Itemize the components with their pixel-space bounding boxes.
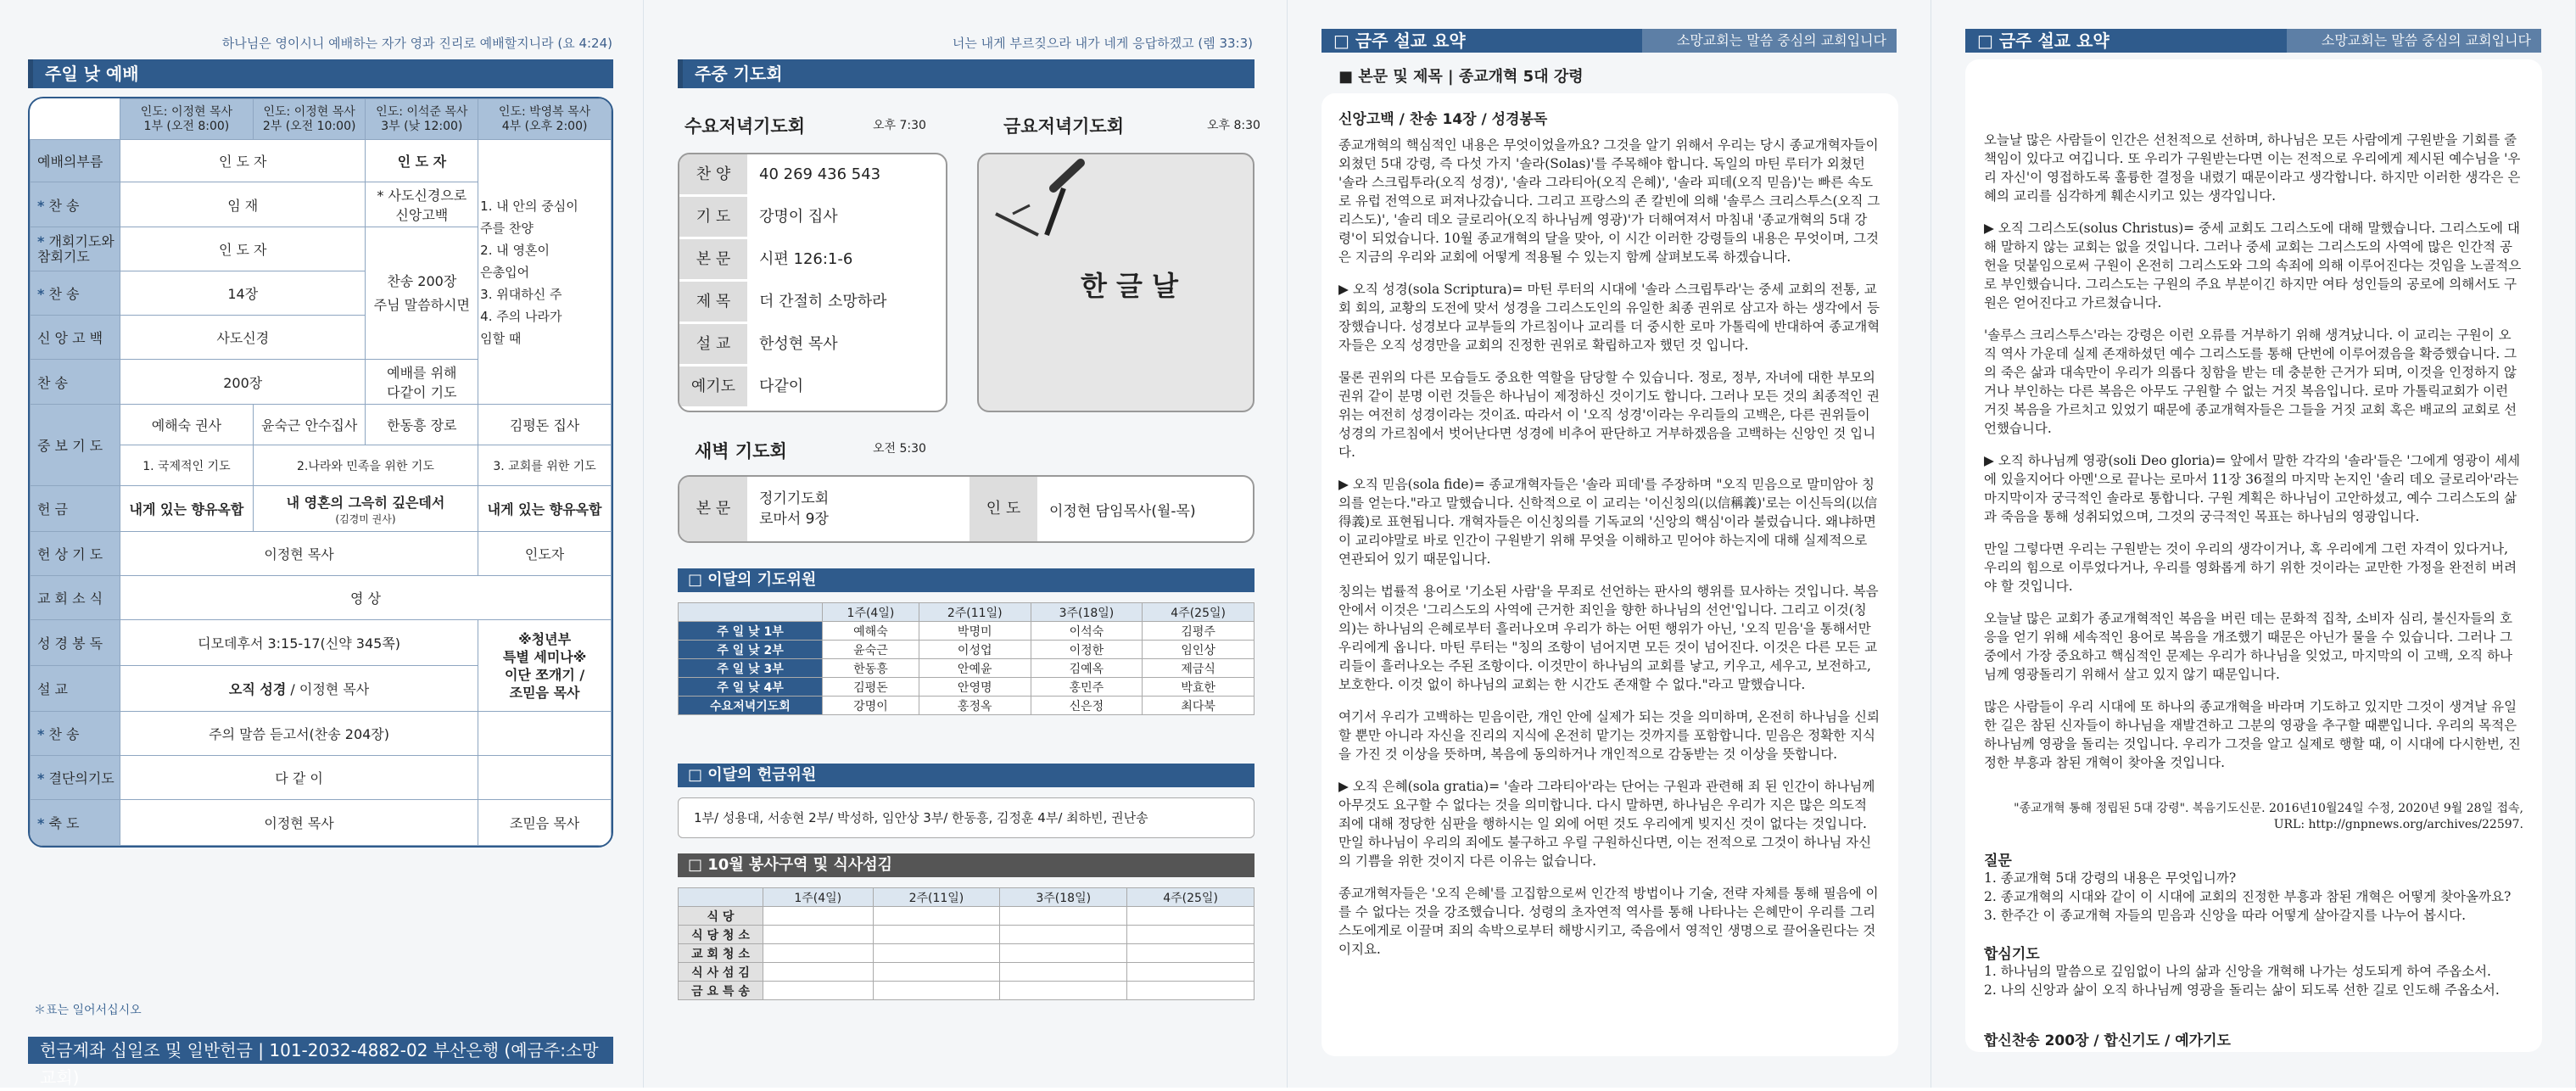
- seminar-notice: ※청년부 특별 세미나※ 이단 쪼개기 / 조믿음 목사: [478, 620, 612, 712]
- row-value: 인도자: [478, 532, 612, 576]
- row-label: 성 경 봉 독: [31, 620, 120, 666]
- table-row: [679, 659, 1254, 678]
- dawn-title: 새벽 기도회: [695, 441, 787, 462]
- row-value: 영 상: [120, 576, 612, 620]
- summary-title: □ 금주 설교 요약: [1965, 29, 2305, 53]
- prayer-list: [1984, 962, 2527, 999]
- intercessor: 김평돈 집사: [478, 405, 612, 445]
- wed-item-value: 다같이: [759, 378, 804, 395]
- service-table: [678, 887, 1254, 1000]
- row-label: 식 사 섬 김: [679, 963, 763, 982]
- row-value: 인 도 자: [120, 227, 366, 271]
- dawn-box: [678, 475, 1254, 543]
- prayer-topic: 3. 교회를 위한 기도: [478, 445, 612, 486]
- row-value: 이정현 목사: [120, 532, 478, 576]
- sermon-title: 오직 성경: [228, 681, 287, 697]
- page-1: [0, 0, 644, 1088]
- list-item: 2. 종교개혁의 시대와 같이 이 시대에 교회의 진정한 부흥과 참된 개혁은 어떻게 찾아올까요?: [1984, 889, 2512, 904]
- dawn-text: 정기기도회 로마서 9장: [759, 490, 830, 528]
- member: 박효한: [1143, 678, 1254, 697]
- row-label: 교 회 청 소: [679, 944, 763, 963]
- sermon-body: [1338, 136, 1881, 972]
- paragraph: 오늘날 많은 교회가 종교개혁적인 복음을 버린 데는 문화적 집착, 소비자 심리, 불신자들의 호응을 얻기 위해 세속적인 용어로 복음을 개조했기 때문은 아닌가 물을 수 있습니다. 그러나 그중에서 가장 중요하고 핵심적인 문제는 우리가 하나님을 잊었고, 마지막의 이 고백, 오직 하나님께 영광돌리기 위해서 살고 있지 않기 때문입니다.: [1984, 611, 2512, 682]
- table-row: [679, 982, 1254, 1000]
- row-value: 찬송 200장 주님 말씀하시면: [366, 227, 478, 360]
- page-3: [1288, 0, 1931, 1088]
- member: 한동흥: [823, 659, 919, 678]
- row-label: 예배의부름: [31, 140, 120, 182]
- service-title: □ 10월 봉사구역 및 식사섬김: [678, 853, 1254, 877]
- table-row: [679, 678, 1254, 697]
- list-item: 3. 한주간 이 종교개혁 자들의 믿음과 신앙을 따라 어떻게 살아갈지를 나누어 봅시다.: [1984, 908, 2467, 923]
- dawn-time: 오전 5:30: [873, 442, 926, 456]
- row-label: 주 일 낮 1부: [679, 622, 823, 641]
- wed-item: [679, 154, 946, 195]
- member: 김예옥: [1031, 659, 1143, 678]
- wed-item: [679, 366, 946, 407]
- bank-account: 헌금계좌 십일조 및 일반헌금 | 101-2032-4882-02 부산은행 (예금주:소망교회): [28, 1037, 613, 1064]
- paragraph: 여기서 우리가 고백하는 믿음이란, 개인 안에 실제가 되는 것을 의미하며, 온전히 하나님을 신뢰할 뿐만 아니라 자신을 진리의 지식에 온전히 맡기는 것까지를 포함합니다. 믿음은 정확한 지식을 가진 것 이상을 뜻하며, 복음에 동의하거나 개인적으로 감동받는 것 이상을 뜻합니다.: [1338, 709, 1880, 762]
- row-label: 축 도: [48, 815, 80, 831]
- paragraph: 종교개혁자들은 '오직 은혜'를 고집함으로써 인간적 방법이나 기술, 전략 자체를 통해 필음에 이를 수 없다는 것을 강조했습니다. 성령의 초자연적 역사를 통해 나타나는 은혜만이 우리를 그리스도에게로 이끌며 죄의 속박으로부터 해방시키고, 죽음에서 영적인 생명으로 끌어올린다는 것이지요.: [1338, 886, 1879, 957]
- question-title: 질문: [1984, 853, 2012, 870]
- wed-item-label: 본 문: [679, 239, 747, 280]
- member: 예해숙: [823, 622, 919, 641]
- offering-hymn: 내게 있는 향유옥합: [478, 486, 612, 532]
- row-label: 찬 송: [48, 726, 80, 742]
- paragraph: 종교개혁의 핵심적인 내용은 무엇이었을까요? 그것을 알기 위해서 우리는 당시 종교개혁자들이 외쳤던 5대 강령, 즉 다섯 가지 '솔라(Solas)'를 주목해야 합니다. 독일의 마틴 루터가 외쳤던 '솔라 스크립투라(오직 성경)', '솔라 그라티아(오직 은혜)', '솔라 피데(오직 믿음)'는 빠른 속도로 유럽 전역으로 퍼져나갔습니다. 그리고 프랑스의 존 칼빈에 의해 '솔루스 크리스투스(오직 그리스도)', '솔리 데오 글로리아(오직 하나님께 영광)'가 더해여져서 마침내 '종교개혁의 5대 강령'이 되었습니다. 10월 종교개혁의 달을 맞아, 이 시간 이러한 강령들의 내용은 무엇이며, 그것은 지금의 우리와 교회에 어떻게 적용될 수 있는지 함께 살펴보도록 하겠습니다.: [1338, 137, 1880, 265]
- offering-committee: 1부/ 성용대, 서송현 2부/ 박성하, 임안상 3부/ 한동흥, 김정훈 4부/ 최하빈, 권난송: [678, 797, 1254, 838]
- prayer-topic: 2.나라와 민족을 위한 기도: [253, 445, 478, 486]
- paragraph: 칭의는 법률적 용어로 '기소된 사람'을 무죄로 선언하는 판사의 행위를 묘사하는 것입니다. 복음 안에서 이것은 '그리스도의 사역에 근거한 죄인을 향한 하나님의 선언'입니다. 그리고 이것(칭의)는 하나님의 은혜로부터 흘러나오며 우리가 하는 어떤 행위가 아닌, '오직 믿음'을 통해서만 우리에게 옵니다. 마틴 루터는 "칭의 조항이 넘어지면 모든 것이 넘어진다. 이것은 다른 모든 교리들이 흘러나오는 주된 조항이다. 이것만이 하나님의 교회를 낳고, 키우고, 세우고, 보전하고, 보호한다. 이것 없이 하나님의 교회는 한 시간도 존재할 수 없다."라고 말했습니다.: [1338, 584, 1879, 692]
- paragraph: ▶ 오직 믿음(sola fide)= 종교개혁자들은 '솔라 피데'를 주장하며 "오직 믿음으로 말미암아 칭의를 얻는다."라고 말했습니다. 신학적으로 이 교리는 '이신칭의(以信稱義)'로는 이신득의(以信得義)로 표현됩니다. 개혁자들은 이신칭의를 기독교의 '신앙의 핵심'이라 불렀습니다. 왜냐하면 이 교리야말로 바로 인간이 구원받기 위해 무엇을 이해하고 믿어야 하는지에 대해 실제적으로 연관되어 있기 때문입니다.: [1338, 477, 1878, 567]
- table-row: [679, 641, 1254, 659]
- prayer-topic: 1. 국제적인 기도: [120, 445, 254, 486]
- member: 김평돈: [823, 678, 919, 697]
- table-row: [679, 926, 1254, 944]
- row-value: 인 도 자: [120, 140, 366, 182]
- table-row: [679, 697, 1254, 715]
- row-value: 예배를 위해 다같이 기도: [366, 360, 478, 405]
- fri-time: 오후 8:30: [1207, 119, 1260, 132]
- member: 안영명: [919, 678, 1031, 697]
- row-value: 다 같 이: [120, 756, 478, 800]
- row-label: 중 보 기 도: [31, 405, 120, 486]
- row-label: 금 요 특 송: [679, 982, 763, 1000]
- citation: "종교개혁 통해 정립된 5대 강령". 복음기도신문. 2016년10월24일 수정, 2020년 9월 28일 접속, URL: http://gnpnews.org/archives/22597.: [2014, 802, 2523, 831]
- row-value: 디모데후서 3:15-17(신약 345쪽): [120, 620, 478, 666]
- row-value: 14장: [120, 271, 366, 316]
- col-1: 인도: 이정현 목사 1부 (오전 8:00): [120, 99, 254, 140]
- member: 홍정옥: [919, 697, 1031, 715]
- prayer-title: 합심기도: [1984, 946, 2040, 963]
- offering-hymn: 내 영혼의 그윽히 깊은데서: [286, 494, 445, 511]
- row-label: 주 일 낮 4부: [679, 678, 823, 697]
- table-row: [679, 963, 1254, 982]
- member: 이성업: [919, 641, 1031, 659]
- member: 제금식: [1143, 659, 1254, 678]
- wed-item-value: 강명이 집사: [759, 208, 838, 226]
- wed-item: [679, 324, 946, 365]
- offering-singer: (김경미 권사): [335, 512, 396, 525]
- row-value: 인 도 자: [366, 140, 478, 182]
- week-header: 3주(18일): [1031, 603, 1143, 622]
- row-label: 설 교: [31, 666, 120, 712]
- row-value: 이정현 목사: [120, 800, 478, 846]
- paragraph: ▶ 오직 하나님께 영광(soli Deo gloria)= 앞에서 말한 각각의 '솔라'들은 '그에게 영광이 세세에 있을지어다 아멘'으로 끝나는 로마서 11장 36절의 마지막 논지인 '솔리 데오 글로리아'라는 마지막이자 궁극적인 솔라로 통합니다. 구원 계획은 하나님이 고안하셨고, 예수 그리스도의 삶과 죽음을 통해 성취되었으며, 그것의 궁극적인 목표는 하나님의 영광입니다.: [1984, 453, 2521, 524]
- row-label: 식 당: [679, 907, 763, 926]
- section-title: 주일 낮 예배: [28, 59, 613, 88]
- hangul-day-text: 한 글 날: [1081, 270, 1179, 302]
- wed-item-value: 한성현 목사: [759, 335, 838, 353]
- wed-item: [679, 282, 946, 322]
- summary-card: [1322, 93, 1898, 1056]
- row-label: 주 일 낮 3부: [679, 659, 823, 678]
- member: 윤숙근: [823, 641, 919, 659]
- row-label: 찬 송: [48, 197, 80, 214]
- dawn-label: 인 도: [969, 477, 1037, 541]
- header-verse: 너는 내게 부르짖으라 내가 네게 응답하겠고 (렘 33:3): [952, 36, 1253, 51]
- col-4: 인도: 박영복 목사 4부 (오후 2:00): [478, 99, 612, 140]
- header-verse: 하나님은 영이시니 예배하는 자가 영과 진리로 예배할지니라 (요 4:24): [221, 36, 612, 51]
- member: 박명미: [919, 622, 1031, 641]
- wed-item-label: 설 교: [679, 324, 747, 365]
- row-label: 신 앙 고 백: [31, 316, 120, 360]
- intercessor: 윤숙근 안수집사: [253, 405, 366, 445]
- question-list: [1984, 869, 2527, 925]
- paragraph: 만일 그렇다면 우리는 구원받는 것이 우리의 생각이거나, 혹 우리에게 그런 자격이 있다거나, 우리의 힘으로 이루었다거나, 우리를 영화롭게 하기 위한 것이라는 교만한 가정을 완전히 버려야 할 것입니다.: [1984, 541, 2517, 594]
- row-label: 결단의기도: [48, 770, 115, 786]
- week-header: 3주(18일): [1000, 888, 1127, 907]
- member: 신은정: [1031, 697, 1143, 715]
- row-label: 주 일 낮 2부: [679, 641, 823, 659]
- wed-time: 오후 7:30: [873, 119, 926, 132]
- wed-title: 수요저녁기도회: [685, 116, 806, 137]
- sermon-body: [1984, 131, 2523, 786]
- wed-item-label: 기 도: [679, 197, 747, 238]
- summary-title: □ 금주 설교 요약: [1322, 29, 1661, 53]
- row-label: 식 당 청 소: [679, 926, 763, 944]
- prayer-committee-title: □ 이달의 기도위원: [678, 568, 1254, 592]
- paragraph: 많은 사람들이 우리 시대에 또 하나의 종교개혁을 바라며 기도하고 있지만 그것이 생겨날 유일한 길은 참된 신자들이 하나님을 재발견하고 그분의 영광을 추구할 때뿐입니다. 우리의 목적은 하나님께 영광을 돌리는 것입니다. 우리가 그것을 알고 실제로 행할 때, 이 시대에 다시한번, 진정한 부흥과 참된 개혁이 찾아올 것입니다.: [1984, 699, 2521, 770]
- table-row: [679, 907, 1254, 926]
- member: 강명이: [823, 697, 919, 715]
- week-header: 2주(11일): [919, 603, 1031, 622]
- page-4: [1931, 0, 2576, 1088]
- member: 김평주: [1143, 622, 1254, 641]
- row-label: 찬 송: [48, 286, 80, 302]
- dawn-label: 본 문: [679, 477, 747, 541]
- row-value: 주의 말씀 듣고서(찬송 204장): [120, 712, 478, 756]
- week-header: 4주(25일): [1143, 603, 1254, 622]
- wed-item: [679, 239, 946, 280]
- intercessor: 한동흥 장로: [366, 405, 478, 445]
- wed-item-label: 제 목: [679, 282, 747, 322]
- paragraph: 오늘날 많은 사람들이 인간은 선천적으로 선하며, 하나님은 모든 사람에게 구원받을 기회를 줄 책임이 있다고 여깁니다. 또 우리가 구원받는다면 이는 전적으로 우리에게 제시된 예수님을 '우리 자신'이 영접하도록 훌륭한 결정을 내렸기 때문이라고 생각합니다. 하지만 이러한 생각은 은혜의 교리를 심각하게 훼손시키고 있는 생각입니다.: [1984, 132, 2521, 204]
- row-value: 사도신경: [120, 316, 366, 360]
- church-slogan: 소망교회는 말씀 중심의 교회입니다: [2287, 29, 2541, 53]
- member: 이정한: [1031, 641, 1143, 659]
- row-label: 교 회 소 식: [31, 576, 120, 620]
- table-row: [679, 622, 1254, 641]
- week-header: 1주(4일): [763, 888, 874, 907]
- row-label: 헌 금: [31, 486, 120, 532]
- week-header: 4주(25일): [1127, 888, 1254, 907]
- row-label: 수요저녁기도회: [679, 697, 823, 715]
- paragraph: ▶ 오직 은혜(sola gratia)= '솔라 그라티아'라는 단어는 구원과 관련해 죄 된 인간이 하나님께 아무것도 요구할 수 없다는 것을 의미합니다. 다시 말하면, 하나님은 우리가 지은 많은 의도적 죄에 대해 정당한 심판을 행하시는 일 외에 어떤 것도 우리에게 빚지신 것이 없다는 것입니다. 만일 하나님이 우리의 죄에도 불구하고 우릴 구원하신다면, 이는 전적으로 그것이 하나님 자신의 기쁨을 위한 것이지 다른 이유는 없습니다.: [1338, 779, 1875, 869]
- member: 이석숙: [1031, 622, 1143, 641]
- church-slogan: 소망교회는 말씀 중심의 교회입니다: [1642, 29, 1897, 53]
- list-item: 1. 하나님의 말씀으로 깊임없이 나의 삶과 신앙을 개혁해 나가는 성도되게 하여 주옵소서.: [1984, 964, 2491, 979]
- closing-line: 합신찬송 200장 / 합신기도 / 예가기도: [1984, 1032, 2231, 1049]
- hymn-line: 신앙고백 / 찬송 14장 / 성경봉독: [1338, 111, 1548, 128]
- intercessor: 예해숙 권사: [120, 405, 254, 445]
- list-item: 2. 나의 신앙과 삶이 오직 하나님께 영광을 돌리는 삶이 되도록 선한 길로 인도해 주옵소서.: [1984, 982, 2500, 998]
- row-value: * 사도신경으로 신앙고백: [366, 182, 478, 227]
- wed-item-label: 찬 양: [679, 154, 747, 195]
- row-label: 개회기도와 참회기도: [37, 232, 115, 265]
- week-header: 1주(4일): [823, 603, 919, 622]
- table-row: [679, 944, 1254, 963]
- row-value: 임 재: [120, 182, 366, 227]
- wed-item-value: 시편 126:1-6: [759, 250, 853, 268]
- sermon-preacher: / 이정현 목사: [286, 681, 370, 697]
- row-label: 찬 송: [31, 360, 120, 405]
- paragraph: ▶ 오직 그리스도(solus Christus)= 중세 교회도 그리스도에 대해 말했습니다. 그리스도에 대해 말하지 않는 교회는 없을 것입니다. 그러나 중세 교회는 그리스도의 사역에 많은 인간적 공헌을 덧붙임으로써 구원이 온전히 그리스도와 그의 속죄에 의해 이루어진다는 것임을 노골적으로 부인했습니다. 그리스도는 구원의 주요 부분이긴 하지만 여타 성인들의 공로에 의해서도 구원은 얻어진다고 가르쳤습니다.: [1984, 221, 2522, 311]
- praise-list: 1. 내 안의 중심이 주를 찬양 2. 내 영혼이 은총입어 3. 위대하신 주 4. 주의 나라가 임할 때: [478, 140, 612, 405]
- page-2: [644, 0, 1288, 1088]
- fri-title: 금요저녁기도회: [1003, 116, 1125, 137]
- paragraph: '솔루스 크리스투스'라는 강령은 이런 오류를 거부하기 위해 생겨났니다. 이 교리는 구원이 오직 역사 가운데 실제 존재하셨던 예수 그리스도를 통해 단번에 이루어졌음을 확증했습니다. 그의 죽은 삶과 대속만이 우리가 의롭다 칭함을 받는 데 충분한 근거가 되며, 이것을 인정하지 않거나 부인하는 다른 복음은 아무도 구원할 수 없는 거짓 복음입니다. 로마 가톨릭교회가 이런 거짓 복음을 가르치고 있었기 때문에 종교개혁자들은 그들을 거짓 교회 혹은 배교의 교회로 선언했습니다.: [1984, 327, 2517, 436]
- offering-hymn: 내게 있는 향유옥합: [120, 486, 254, 532]
- stand-note: ＊표는 일어서십시오: [34, 1004, 142, 1017]
- paragraph: ▶ 오직 성경(sola Scriptura)= 마틴 루터의 시대에 '솔라 스크립투라'는 중세 교회의 전통, 교회 회의, 교황의 도전에 맞서 성경을 그리스도인의 유일한 최종 권위로 삼고자 하는 생각에서 등장했습니다. 성경보다 교부들의 가르침이나 교리를 더 중시한 로마 가톨릭에 반대하여 종교개혁자들은 오직 성경만을 교회의 진정한 권위로 확립하고자 했던 것 입니다.: [1338, 282, 1880, 353]
- hangul-day-box: [977, 153, 1254, 412]
- member: 임인상: [1143, 641, 1254, 659]
- offering-committee-title: □ 이달의 헌금위원: [678, 764, 1254, 787]
- member: 홍민주: [1031, 678, 1143, 697]
- col-3: 인도: 이석준 목사 3부 (낮 12:00): [366, 99, 478, 140]
- paragraph: 물론 권위의 다른 모습들도 중요한 역할을 담당할 수 있습니다. 정로, 정부, 자녀에 대한 부모의 권위 같이 분명 이런 것들은 하나님이 제정하신 것이기도 합니다. 그러나 모든 것의 최종적인 권위는 여전히 성경이라는 것이죠. 따라서 이 '오직 성경'이라는 우리들의 고백은, 다른 권위들이 성경의 가르침에서 벗어난다면 성경에 비추어 판단하고 거부하겠음을 고백하는 신앙인 것 입니다.: [1338, 370, 1880, 460]
- worship-order-table: 인도: 이정현 목사 1부 (오전 8:00) 인도: 이정현 목사 2부 (오전 10:00) 인도: 이석준 목사 3부 (낮 12:00) 인도: 박영복 목사 4부 (오후 2:00) 예배의부름 인 도 자 인 도 자 1. 내 안의 중심이 주를 찬양 2. 내 영혼이 은총입어 3. 위대하신 주 4. 주의 나라가 임할 때 * 찬 송 임 재 * 사도신경으로 신앙고백 * 개회기도와 참회기도 인 도 자 찬송 200장 주님 말씀하시면 * 찬 송 14장 신 앙 고 백 사도신경 찬 송 200장 예배를 위해 다같이 기도 중 보 기 도 예해숙 권사 윤숙근 안수집사 한동흥 장로 김평돈 집사 1. 국제적인 기도 2.나라와 민족을 위한 기도 3. 교회를 위한 기도 헌 금 내게 있는 향유옥합 내 영혼의 그윽히 깊은데서 (김경미 권사) 내게 있는 향유옥합 헌 상 기 도 이정현 목사 인도자 교 회 소 식 영 상 성 경 봉 독 디모데후서 3:15-17(신약 345쪽) ※청년부 특별 세미나※ 이단 쪼개기 / 조믿음 목사 설 교 오직 성경 / 이정현 목사 * 찬 송 주의 말씀 듣고서(찬송 204장) * 결단의기도 다 같 이 * 축 도 이정현 목사 조믿음 목사: [28, 97, 613, 848]
- text-heading: ■ 본문 및 제목 | 종교개혁 5대 강령: [1338, 68, 1584, 86]
- wed-item-value: 40 269 436 543: [759, 165, 881, 183]
- wed-item-value: 더 간절히 소망하라: [759, 293, 887, 311]
- row-value: 조믿음 목사: [478, 800, 612, 846]
- member: 최다북: [1143, 697, 1254, 715]
- row-label: 헌 상 기 도: [31, 532, 120, 576]
- section-title: 주중 기도회: [678, 59, 1254, 88]
- col-2: 인도: 이정현 목사 2부 (오전 10:00): [253, 99, 366, 140]
- member: 안예윤: [919, 659, 1031, 678]
- week-header: 2주(11일): [873, 888, 1000, 907]
- wed-service-box: [678, 153, 947, 412]
- wed-item: [679, 197, 946, 238]
- row-value: 200장: [120, 360, 366, 405]
- wed-item-label: 예기도: [679, 366, 747, 407]
- prayer-committee-table: [678, 602, 1254, 715]
- summary-card: [1965, 59, 2542, 1052]
- dawn-leader: 이정현 담임목사(월-목): [1049, 503, 1196, 520]
- list-item: 1. 종교개혁 5대 강령의 내용은 무엇입니까?: [1984, 870, 2237, 886]
